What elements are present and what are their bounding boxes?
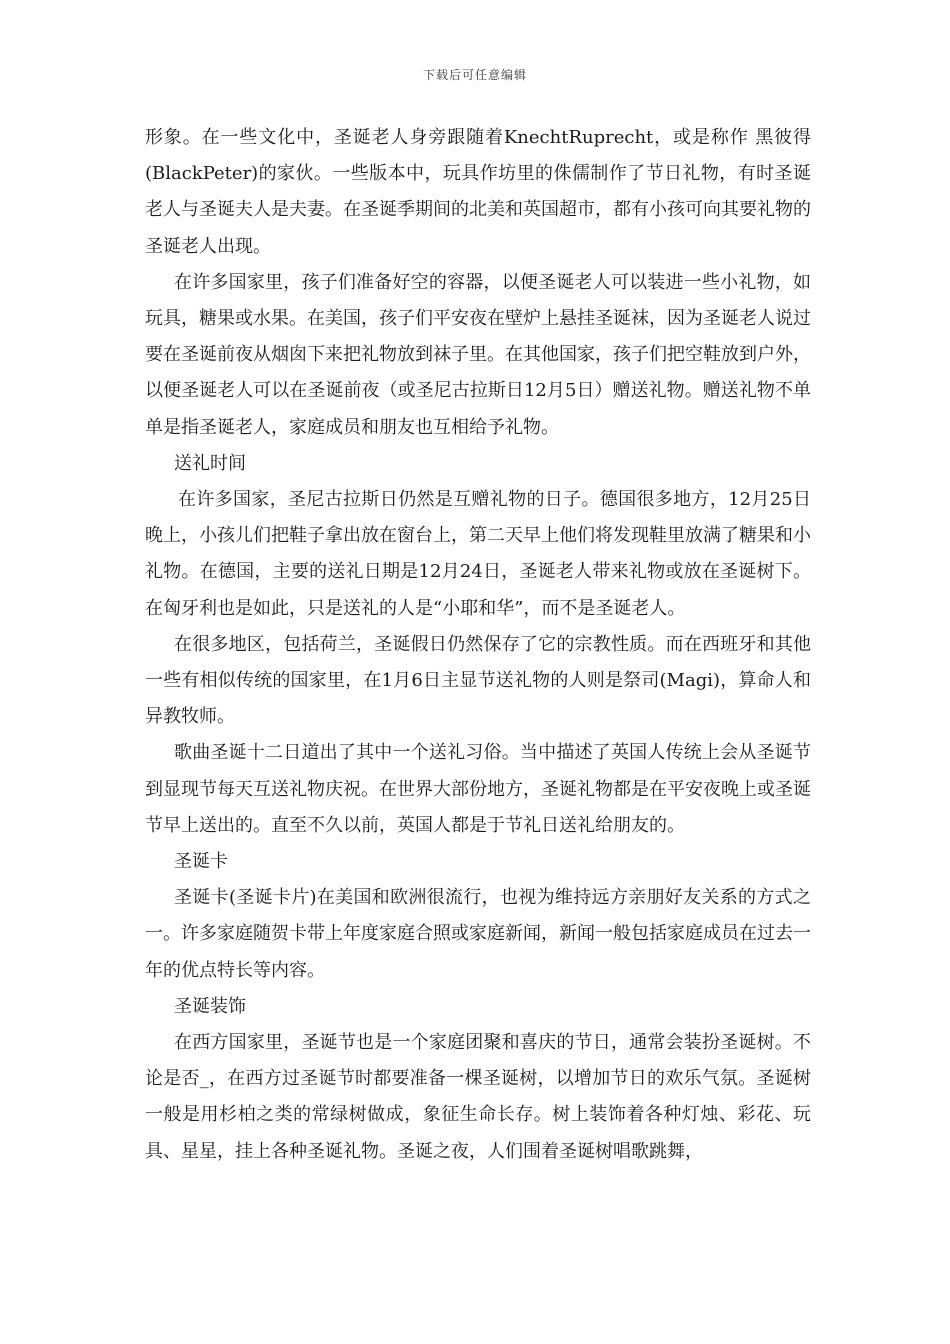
- paragraph-twelve-days-song: 歌曲圣诞十二日道出了其中一个送礼习俗。当中描述了英国人传统上会从圣诞节到显现节每天互送礼物庆祝。在世界大部份地方，圣诞礼物都是在平安夜晚上或圣诞节早上送出的。直至不久以前，英国人都是于节礼日送礼给朋友的。: [145, 742, 811, 836]
- section-heading-decorations: 圣诞装饰: [174, 995, 246, 1017]
- paragraph-st-nicholas-day: 在许多国家，圣尼古拉斯日仍然是互赠礼物的日子。德国很多地方，12月25日晚上，小孩儿们把鞋子拿出放在窗台上，第二天早上他们将发现鞋里放满了糖果和小礼物。在德国，主要的送礼日期是12月24日，圣诞老人带来礼物或放在圣诞树下。在匈牙利也是如此，只是送礼的人是“小耶和华”，而不是圣诞老人。: [145, 489, 811, 619]
- section-heading-christmas-card: 圣诞卡: [174, 851, 228, 873]
- page-header-watermark: 下载后可任意编辑: [422, 68, 527, 82]
- paragraph-christmas-cards: 圣诞卡(圣诞卡片)在美国和欧洲很流行，也视为维持远方亲朋好友关系的方式之一。许多家庭随贺卡带上年度家庭合照或家庭新闻，新闻一般包括家庭成员在过去一年的优点特长等内容。: [145, 887, 811, 981]
- document-body: [145, 120, 811, 1170]
- paragraph-christmas-tree: 在西方国家里，圣诞节也是一个家庭团聚和喜庆的节日，通常会装扮圣诞树。不论是否_，在西方过圣诞节时都要准备一棵圣诞树，以增加节日的欢乐气氛。圣诞树一般是用杉柏之类的常绿树做成，象征生命长存。树上装饰着各种灯烛、彩花、玩具、星星，挂上各种圣诞礼物。圣诞之夜，人们围着圣诞树唱歌跳舞，: [145, 1032, 811, 1162]
- section-heading-gift-time: 送礼时间: [174, 452, 246, 474]
- paragraph-gift-containers: 在许多国家里，孩子们准备好空的容器，以便圣诞老人可以装进一些小礼物，如玩具，糖果或水果。在美国，孩子们平安夜在壁炉上悬挂圣诞袜，因为圣诞老人说过要在圣诞前夜从烟囱下来把礼物放到袜子里。在其他国家，孩子们把空鞋放到户外，以便圣诞老人可以在圣诞前夜（或圣尼古拉斯日12月5日）赠送礼物。赠送礼物不单单是指圣诞老人，家庭成员和朋友也互相给予礼物。: [145, 271, 811, 438]
- paragraph-santa-image: 形象。在一些文化中，圣诞老人身旁跟随着KnechtRuprecht，或是称作 黑彼得 (BlackPeter)的家伙。一些版本中，玩具作坊里的侏儒制作了节日礼物，有时圣诞老人与圣诞夫人是夫妻。在圣诞季期间的北美和英国超市，都有小孩可向其要礼物的圣诞老人出现。: [145, 127, 811, 257]
- paragraph-religious-nature: 在很多地区，包括荷兰，圣诞假日仍然保存了它的宗教性质。而在西班牙和其他一些有相似传统的国家里，在1月6日主显节送礼物的人则是祭司(Magi)，算命人和异教牧师。: [145, 633, 811, 728]
